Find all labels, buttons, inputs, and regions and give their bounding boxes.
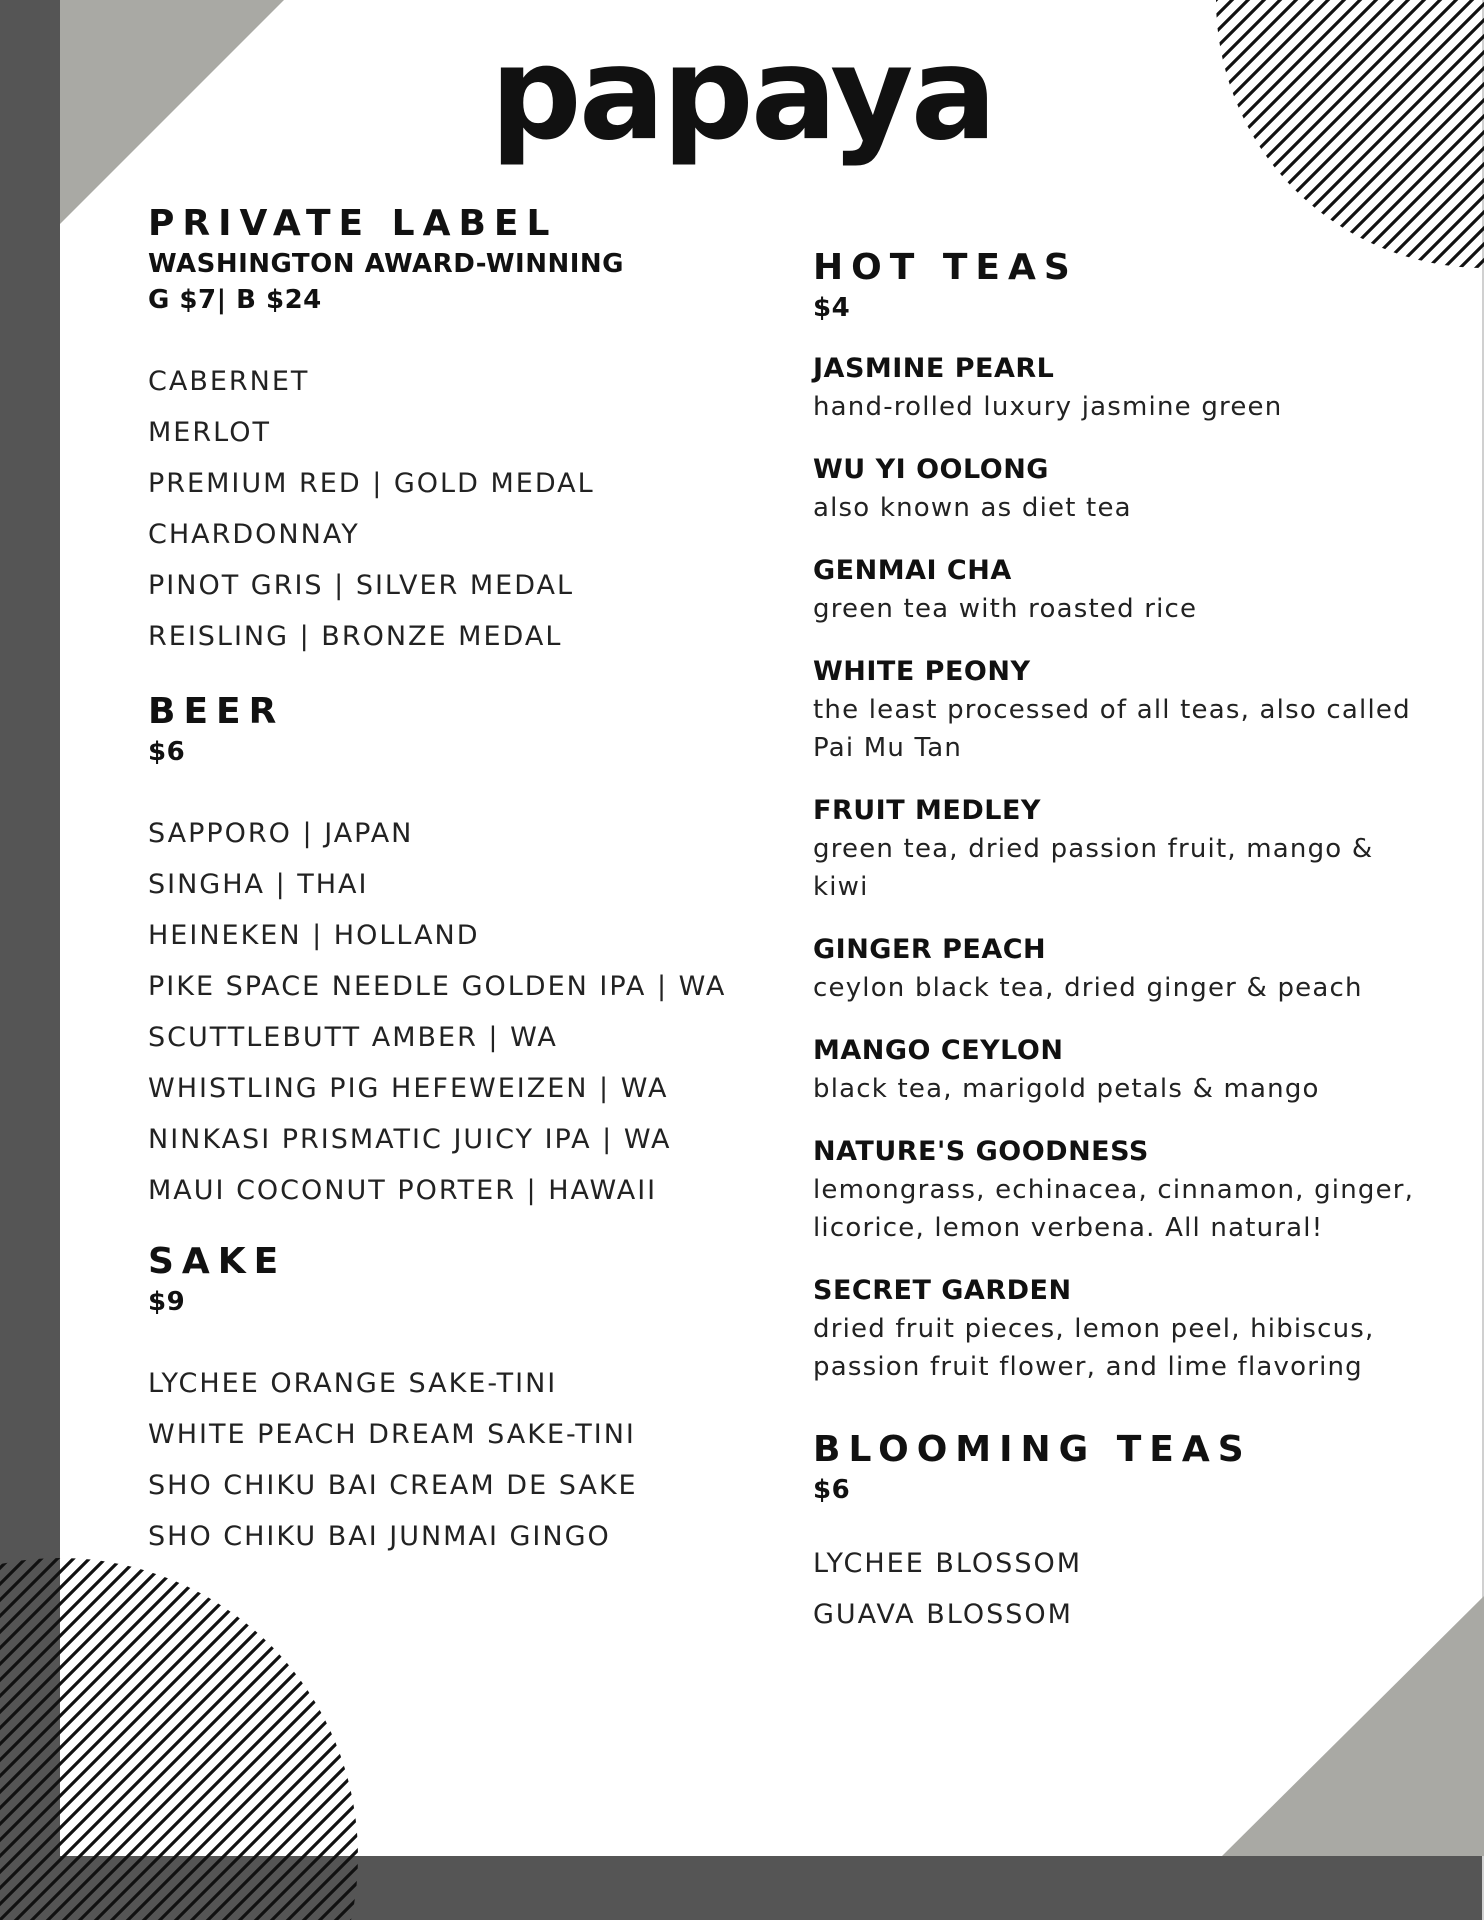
sake-title: SAKE [148, 1241, 287, 1282]
private-label-section [148, 202, 728, 662]
private-label-price: G $7| B $24 [148, 285, 322, 315]
tea-name: MANGO CEYLON [813, 1035, 1064, 1066]
list-item: SHO CHIKU BAI JUNMAI GINGO [148, 1521, 611, 1552]
list-item: MERLOT [148, 417, 271, 448]
blooming-teas-title: BLOOMING TEAS [813, 1429, 1252, 1470]
tea-description: green tea with roasted rice [813, 594, 1198, 624]
list-item: CHARDONNAY [148, 519, 360, 550]
left-column [148, 202, 728, 1562]
tea-item [813, 552, 1433, 628]
tea-name: FRUIT MEDLEY [813, 795, 1041, 826]
hot-teas-title: HOT TEAS [813, 247, 1078, 288]
list-item: GUAVA BLOSSOM [813, 1599, 1073, 1630]
list-item: MAUI COCONUT PORTER | HAWAII [148, 1175, 658, 1206]
sake-list [148, 1358, 728, 1562]
beer-section [148, 690, 728, 1216]
list-item: HEINEKEN | HOLLAND [148, 920, 480, 951]
bottom-left-striped-circle [0, 1556, 362, 1920]
beer-title: BEER [148, 691, 285, 732]
hot-teas-price: $4 [813, 293, 851, 323]
tea-item [813, 1133, 1433, 1247]
tea-item [813, 792, 1433, 906]
beer-list [148, 808, 728, 1216]
list-item: REISLING | BRONZE MEDAL [148, 621, 563, 652]
list-item: SAPPORO | JAPAN [148, 818, 414, 849]
list-item: LYCHEE ORANGE SAKE-TINI [148, 1368, 558, 1399]
tea-description: the least processed of all teas, also called Pai Mu Tan [813, 695, 1411, 763]
tea-description: green tea, dried passion fruit, mango & kiwi [813, 834, 1374, 902]
list-item: WHITE PEACH DREAM SAKE-TINI [148, 1419, 636, 1450]
tea-description: hand-rolled luxury jasmine green [813, 392, 1283, 422]
tea-name: GINGER PEACH [813, 934, 1047, 965]
tea-item [813, 451, 1433, 527]
list-item: CABERNET [148, 366, 310, 397]
tea-description: also known as diet tea [813, 493, 1132, 523]
list-item: PREMIUM RED | GOLD MEDAL [148, 468, 595, 499]
hot-teas-section [813, 246, 1433, 1386]
tea-name: NATURE'S GOODNESS [813, 1136, 1149, 1167]
blooming-teas-price: $6 [813, 1475, 851, 1505]
sake-price: $9 [148, 1287, 186, 1317]
tea-item [813, 350, 1433, 426]
tea-name: JASMINE PEARL [813, 353, 1055, 384]
hot-teas-list [813, 350, 1433, 1386]
tea-item [813, 1032, 1433, 1108]
restaurant-title: papaya [490, 20, 994, 169]
tea-item [813, 931, 1433, 1007]
tea-name: WHITE PEONY [813, 656, 1031, 687]
sake-section [148, 1240, 728, 1562]
private-label-subtitle: WASHINGTON AWARD-WINNING [148, 249, 625, 279]
list-item: WHISTLING PIG HEFEWEIZEN | WA [148, 1073, 669, 1104]
tea-description: black tea, marigold petals & mango [813, 1074, 1320, 1104]
tea-item [813, 1272, 1433, 1386]
list-item: SINGHA | THAI [148, 869, 369, 900]
tea-description: lemongrass, echinacea, cinnamon, ginger, licorice, lemon verbena. All natural! [813, 1175, 1415, 1243]
list-item: LYCHEE BLOSSOM [813, 1548, 1083, 1579]
beer-price: $6 [148, 737, 186, 767]
list-item: SHO CHIKU BAI CREAM DE SAKE [148, 1470, 638, 1501]
blooming-teas-list [813, 1538, 1433, 1640]
tea-description: ceylon black tea, dried ginger & peach [813, 973, 1363, 1003]
private-label-title: PRIVATE LABEL [148, 203, 558, 244]
tea-name: WU YI OOLONG [813, 454, 1049, 485]
blooming-teas-section [813, 1428, 1433, 1640]
tea-name: SECRET GARDEN [813, 1275, 1072, 1306]
list-item: PIKE SPACE NEEDLE GOLDEN IPA | WA [148, 971, 727, 1002]
list-item: NINKASI PRISMATIC JUICY IPA | WA [148, 1124, 672, 1155]
tea-description: dried fruit pieces, lemon peel, hibiscus, passion fruit flower, and lime flavoring [813, 1314, 1375, 1382]
tea-name: GENMAI CHA [813, 555, 1012, 586]
list-item: PINOT GRIS | SILVER MEDAL [148, 570, 575, 601]
list-item: SCUTTLEBUTT AMBER | WA [148, 1022, 558, 1053]
right-column [813, 246, 1433, 1640]
private-label-list [148, 356, 728, 662]
tea-item [813, 653, 1433, 767]
